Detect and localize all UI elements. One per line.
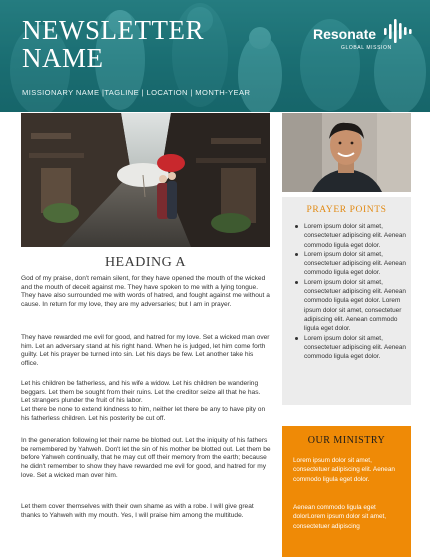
newsletter-subtitle: MISSIONARY NAME |TAGLINE | LOCATION | MONTH-YEAR	[22, 88, 251, 97]
ministry-title: OUR MINISTRY	[307, 435, 386, 446]
organization-logo	[313, 18, 413, 54]
prayer-points-list	[294, 222, 408, 361]
article-paragraph: They have rewarded me evil for good, and hatred for my love. Set a wicked man over him. Let an adversary stand at his right hand. When he is judged, let him come forth guilty. Let his prayer be turned into sin. Let his days be few. Let another take his office.	[21, 334, 270, 368]
article-heading: HEADING A	[104, 255, 187, 270]
article-paragraph: Let them cover themselves with their own shame as with a robe. I will give great thanks to Yahweh with my mouth. Yes, I will praise him among the multitude.	[21, 503, 254, 519]
logo-tagline: GLOBAL MISSION	[341, 45, 392, 51]
list-item: Lorem ipsum dolor sit amet, consectetuer adipiscing elit. Aenean commodo ligula eget dolor.	[294, 222, 408, 250]
logo-name: Resonate	[313, 26, 377, 42]
newsletter-header	[0, 0, 430, 112]
soundwave-icon	[383, 18, 413, 44]
missionary-portrait	[282, 113, 411, 192]
article-paragraph: God of my praise, don't remain silent, for they have opened the mouth of the wicked and the mouth of deceit against me. They have spoken to me with a lying tongue. They have also surrounded me with words of hatred, and fought against me without a cause. In return for my love, they are my adversaries; but I am in prayer.	[21, 275, 270, 309]
street-photo	[21, 113, 270, 247]
ministry-paragraph: Aenean commodo ligula eget dolorLorem ipsum dolor sit amet, consectetuer adipiscing	[293, 504, 387, 530]
newsletter-title: NEWSLETTER NAME	[22, 15, 204, 73]
article-paragraph: Let his children be fatherless, and his wife a widow. Let his children be wandering beggars. Let them be sought from their ruins. Let the creditor seize all that he has. Let strangers plunder the fruit of his labor. Let there be none to extend kindness to him, neither let there be any to have pity on his fatherless children. Let his posterity be cut off.	[21, 380, 266, 422]
prayer-points-panel	[282, 197, 411, 405]
ministry-paragraph: Lorem ipsum dolor sit amet, consectetuer adipiscing elit. Aenean commodo ligula eget dolor.	[293, 457, 395, 483]
ministry-panel	[282, 426, 411, 557]
list-item: Lorem ipsum dolor sit amet, consectetuer adipiscing elit. Aenean commodo ligula eget dolor.	[294, 334, 408, 362]
prayer-points-title: PRAYER POINTS	[306, 205, 387, 215]
article-paragraph: In the generation following let their name be blotted out. Let the iniquity of his fathers be remembered by Yahweh. Don't let the sin of his mother be blotted out. Let them be before Yahweh continually, that he may cut off their memory from the earth; because he didn't remember to show they have rewarded me evil for good, and hatred for my love. Set a wicked man over him.	[21, 437, 271, 479]
list-item: Lorem ipsum dolor sit amet, consectetuer adipiscing elit. Aenean commodo ligula eget dolor. Lorem ipsum dolor sit amet, consectetuer adipiscing elit. Aenean commodo ligula eget dolor.	[294, 278, 408, 334]
list-item: Lorem ipsum dolor sit amet, consectetuer adipiscing elit. Aenean commodo ligula eget dolor.	[294, 250, 408, 278]
